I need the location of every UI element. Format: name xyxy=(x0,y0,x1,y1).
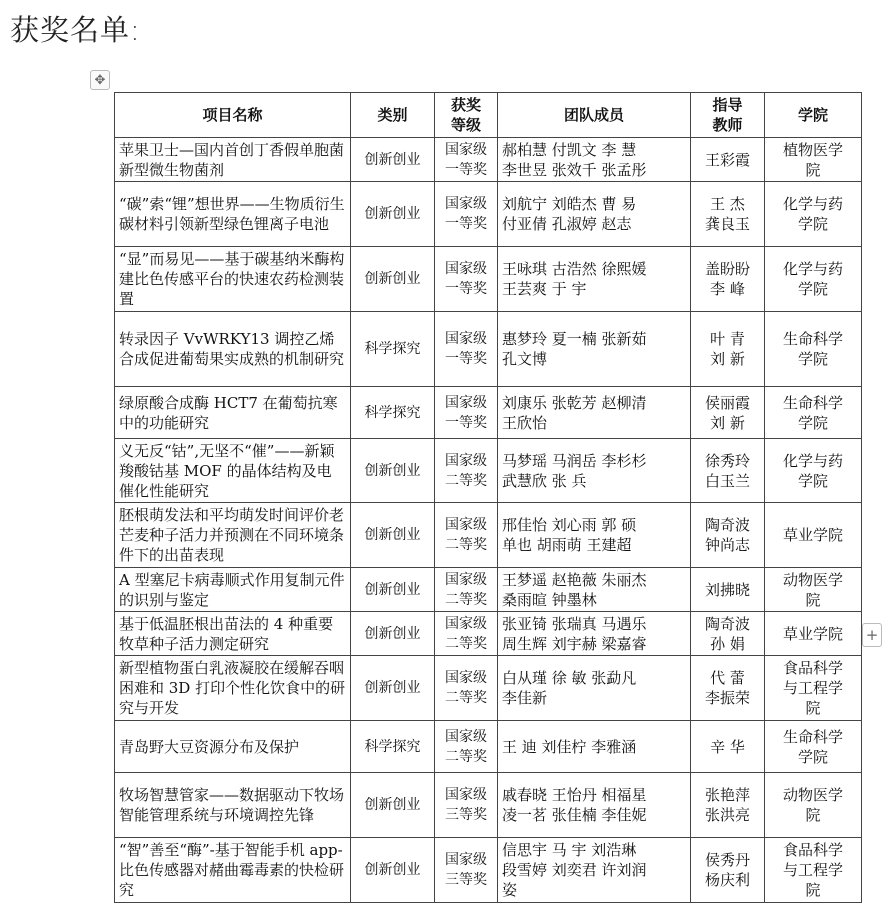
award-level-cell: 国家级 一等奖 xyxy=(435,138,498,182)
award-level-cell: 国家级 一等奖 xyxy=(435,247,498,312)
header-project-name: 项目名称 xyxy=(115,93,351,138)
advisor-cell: 王彩霞 xyxy=(691,138,765,182)
award-level-cell: 国家级 一等奖 xyxy=(435,182,498,247)
category-cell: 科学探究 xyxy=(351,721,435,773)
team-members-cell: 王 迪 刘佳柠 李雅涵 xyxy=(498,721,691,773)
team-members-cell: 张亚锜 张瑞真 马遇乐 周生辉 刘宇赫 梁嘉睿 xyxy=(498,612,691,656)
table-row xyxy=(115,656,862,721)
category-cell: 创新创业 xyxy=(351,568,435,612)
table-row xyxy=(115,182,862,247)
category-cell: 创新创业 xyxy=(351,138,435,182)
project-name-cell: “碳”索“锂”想世界——生物质衍生碳材料引领新型绿色锂离子电池 xyxy=(115,182,351,247)
add-column-button[interactable]: + xyxy=(862,623,882,647)
table-row xyxy=(115,138,862,182)
move-handle-icon[interactable]: ✥ xyxy=(90,70,110,90)
award-level-cell: 国家级 三等奖 xyxy=(435,838,498,903)
header-college: 学院 xyxy=(765,93,862,138)
header-team-members: 团队成员 xyxy=(498,93,691,138)
college-cell: 生命科学 学院 xyxy=(765,312,862,387)
college-cell: 草业学院 xyxy=(765,503,862,568)
award-level-cell: 国家级 一等奖 xyxy=(435,312,498,387)
project-name-cell: 新型植物蛋白乳液凝胶在缓解吞咽困难和 3D 打印个性化饮食中的研究与开发 xyxy=(115,656,351,721)
award-level-cell: 国家级 二等奖 xyxy=(435,568,498,612)
college-cell: 植物医学 院 xyxy=(765,138,862,182)
advisor-cell: 侯丽霞 刘 新 xyxy=(691,387,765,439)
project-name-cell: 转录因子 VvWRKY13 调控乙烯合成促进葡萄果实成熟的机制研究 xyxy=(115,312,351,387)
table-row xyxy=(115,312,862,387)
team-members-cell: 信思宇 马 宇 刘浩琳 段雪婷 刘奕君 许刘润 姿 xyxy=(498,838,691,903)
project-name-cell: 义无反“钴”,无坚不“催”——新颖羧酸钴基 MOF 的晶体结构及电催化性能研究 xyxy=(115,439,351,503)
award-level-cell: 国家级 二等奖 xyxy=(435,439,498,503)
advisor-cell: 陶奇波 孙 娟 xyxy=(691,612,765,656)
college-cell: 生命科学 学院 xyxy=(765,387,862,439)
advisor-cell: 叶 青 刘 新 xyxy=(691,312,765,387)
college-cell: 化学与药 学院 xyxy=(765,247,862,312)
award-level-cell: 国家级 二等奖 xyxy=(435,721,498,773)
project-name-cell: “显”而易见——基于碳基纳米酶构建比色传感平台的快速农药检测装置 xyxy=(115,247,351,312)
project-name-cell: 绿原酸合成酶 HCT7 在葡萄抗寒中的功能研究 xyxy=(115,387,351,439)
award-level-cell: 国家级 二等奖 xyxy=(435,503,498,568)
team-members-cell: 邢佳怡 刘心雨 郭 硕 单也 胡雨萌 王建超 xyxy=(498,503,691,568)
team-members-cell: 郝柏慧 付凯文 李 慧 李世昱 张效千 张孟彤 xyxy=(498,138,691,182)
table-row xyxy=(115,503,862,568)
table-row xyxy=(115,612,862,656)
header-award-level: 获奖 等级 xyxy=(435,93,498,138)
table-header-row xyxy=(115,93,862,138)
project-name-cell: “智”善至“酶”-基于智能手机 app-比色传感器对赭曲霉毒素的快检研究 xyxy=(115,838,351,903)
category-cell: 创新创业 xyxy=(351,656,435,721)
college-cell: 食品科学 与工程学 院 xyxy=(765,656,862,721)
project-name-cell: 胚根萌发法和平均萌发时间评价老芒麦种子活力并预测在不同环境条件下的出苗表现 xyxy=(115,503,351,568)
team-members-cell: 王梦遥 赵艳薇 朱丽杰 桑雨暄 钟墨林 xyxy=(498,568,691,612)
category-cell: 科学探究 xyxy=(351,312,435,387)
category-cell: 创新创业 xyxy=(351,439,435,503)
advisor-cell: 陶奇波 钟尚志 xyxy=(691,503,765,568)
advisor-cell: 张艳萍 张洪亮 xyxy=(691,773,765,838)
college-cell: 化学与药 学院 xyxy=(765,182,862,247)
awards-table xyxy=(114,92,862,903)
category-cell: 科学探究 xyxy=(351,387,435,439)
advisor-cell: 刘拂晓 xyxy=(691,568,765,612)
table-row xyxy=(115,568,862,612)
project-name-cell: 青岛野大豆资源分布及保护 xyxy=(115,721,351,773)
award-level-cell: 国家级 二等奖 xyxy=(435,656,498,721)
advisor-cell: 辛 华 xyxy=(691,721,765,773)
category-cell: 创新创业 xyxy=(351,773,435,838)
college-cell: 化学与药 学院 xyxy=(765,439,862,503)
category-cell: 创新创业 xyxy=(351,182,435,247)
team-members-cell: 戚春晓 王怡丹 相福星 凌一茗 张佳楠 李佳妮 xyxy=(498,773,691,838)
header-advisor: 指导 教师 xyxy=(691,93,765,138)
team-members-cell: 白从瑾 徐 敏 张勐凡 李佳新 xyxy=(498,656,691,721)
college-cell: 草业学院 xyxy=(765,612,862,656)
advisor-cell: 徐秀玲 白玉兰 xyxy=(691,439,765,503)
project-name-cell: 苹果卫士—国内首创丁香假单胞菌新型微生物菌剂 xyxy=(115,138,351,182)
award-level-cell: 国家级 三等奖 xyxy=(435,773,498,838)
team-members-cell: 刘航宁 刘皓杰 曹 易 付亚倩 孔淑婷 赵志 xyxy=(498,182,691,247)
header-category: 类别 xyxy=(351,93,435,138)
category-cell: 创新创业 xyxy=(351,612,435,656)
award-level-cell: 国家级 一等奖 xyxy=(435,387,498,439)
college-cell: 动物医学 院 xyxy=(765,568,862,612)
table-row xyxy=(115,439,862,503)
project-name-cell: A 型塞尼卡病毒顺式作用复制元件的识别与鉴定 xyxy=(115,568,351,612)
table-row xyxy=(115,721,862,773)
college-cell: 食品科学 与工程学 院 xyxy=(765,838,862,903)
category-cell: 创新创业 xyxy=(351,247,435,312)
team-members-cell: 王咏琪 古浩然 徐熙媛 王芸爽 于 宇 xyxy=(498,247,691,312)
project-name-cell: 牧场智慧管家——数据驱动下牧场智能管理系统与环境调控先锋 xyxy=(115,773,351,838)
page-heading: 获奖名单: xyxy=(10,13,141,47)
table-row xyxy=(115,387,862,439)
category-cell: 创新创业 xyxy=(351,838,435,903)
advisor-cell: 代 蕾 李振荣 xyxy=(691,656,765,721)
table-row xyxy=(115,773,862,838)
table-row xyxy=(115,247,862,312)
team-members-cell: 刘康乐 张乾芳 赵柳清 王欣怡 xyxy=(498,387,691,439)
advisor-cell: 盖盼盼 李 峰 xyxy=(691,247,765,312)
advisor-cell: 王 杰 龚良玉 xyxy=(691,182,765,247)
category-cell: 创新创业 xyxy=(351,503,435,568)
project-name-cell: 基于低温胚根出苗法的 4 种重要牧草种子活力测定研究 xyxy=(115,612,351,656)
award-level-cell: 国家级 二等奖 xyxy=(435,612,498,656)
table-row xyxy=(115,838,862,903)
college-cell: 生命科学 学院 xyxy=(765,721,862,773)
team-members-cell: 惠梦玲 夏一楠 张新茹 孔文博 xyxy=(498,312,691,387)
college-cell: 动物医学 院 xyxy=(765,773,862,838)
team-members-cell: 马梦瑶 马润岳 李杉杉 武慧欣 张 兵 xyxy=(498,439,691,503)
advisor-cell: 侯秀丹 杨庆利 xyxy=(691,838,765,903)
